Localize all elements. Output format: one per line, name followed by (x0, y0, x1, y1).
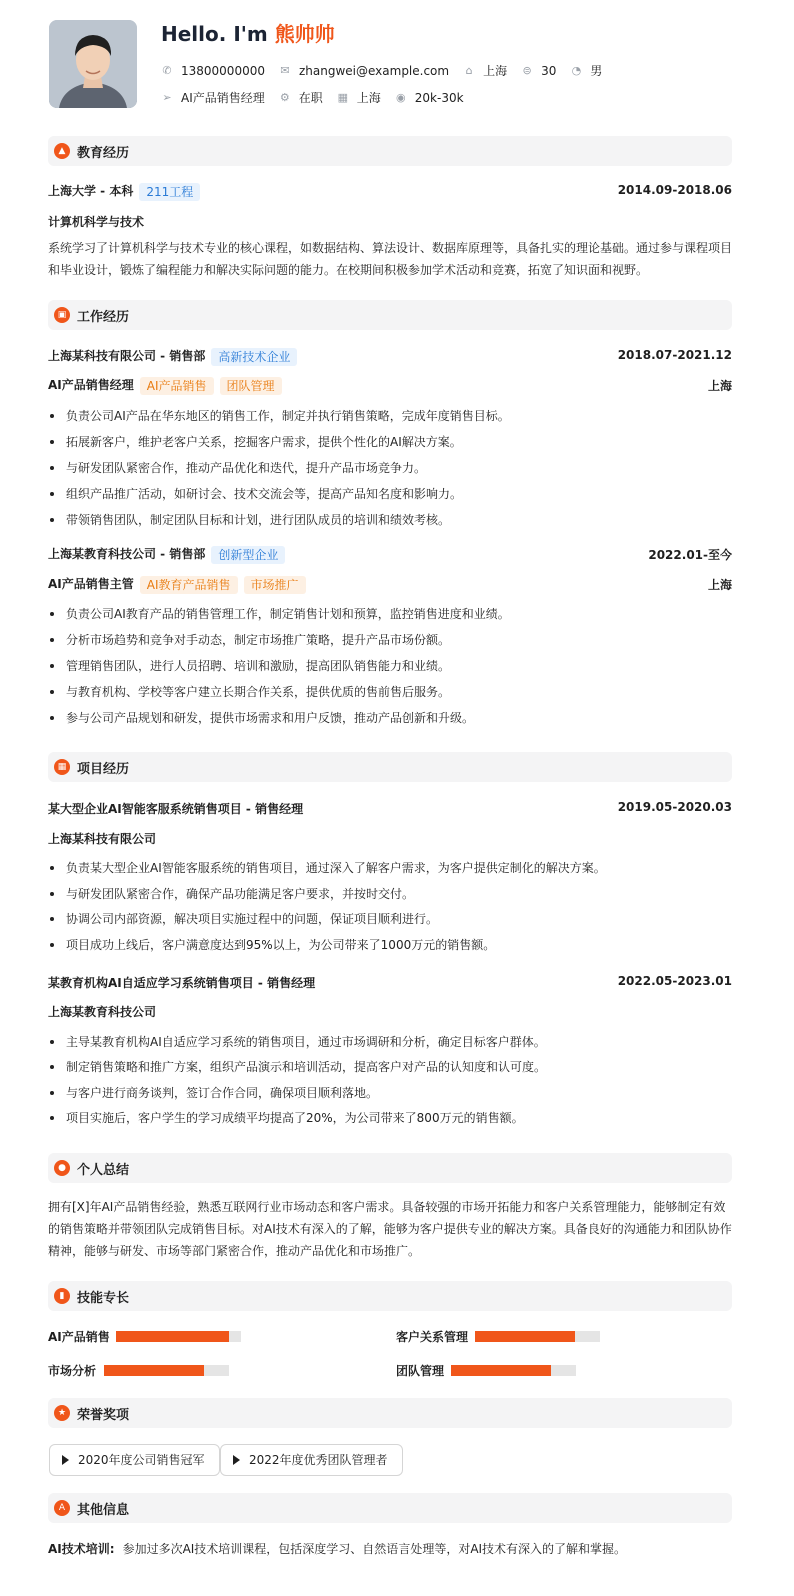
contact-row (161, 62, 616, 79)
company: 上海某科技有限公司 - 销售部 (48, 349, 206, 363)
summary-text: 拥有[X]年AI产品销售经验，熟悉互联网行业市场动态和客户需求。具备较强的市场开拓能力和客户关系管理能力，能够制定有效的销售策略并带领团队完成销售目标。对AI技术有深入的了解，能够为客户提供专业的解决方案。具备良好的沟通能力和团队协作精神，能够与研发、市场等部门紧密合作，推动产品优化和市场推广。 (48, 1200, 732, 1258)
skill-bar-fill (475, 1331, 575, 1342)
grid-icon: ▦ (54, 759, 70, 775)
work-date: 2018.07-2021.12 (617, 348, 732, 362)
bar-chart-icon: ▮ (54, 1288, 70, 1304)
list-item: 主导某教育机构AI自适应学习系统的销售项目，通过市场调研和分析，确定目标客户群体。 (48, 1033, 546, 1050)
target-city: 上海 (356, 91, 381, 105)
phone-icon: ✆ (162, 63, 172, 77)
section-education (48, 136, 732, 166)
home-icon: ⌂ (465, 63, 473, 77)
job-row (161, 89, 478, 106)
other-info-line (48, 1540, 626, 1557)
age-icon: ⊜ (522, 63, 532, 77)
avatar (49, 20, 137, 108)
greeting (161, 18, 335, 47)
salary-icon: ◉ (395, 90, 406, 104)
skill-bar-fill (116, 1331, 229, 1342)
list-item: 分析市场趋势和竞争对手动态，制定市场推广策略，提升产品市场份额。 (48, 631, 450, 648)
role-tag: 团队管理 (220, 377, 282, 395)
project-title: 某教育机构AI自适应学习系统销售项目 - 销售经理 (48, 976, 316, 990)
gender: 男 (590, 64, 603, 78)
mail-icon: ✉ (280, 63, 290, 77)
list-item: 负责公司AI教育产品的销售管理工作，制定销售计划和预算，监控销售进度和业绩。 (48, 605, 510, 622)
section-title: 项目经历 (77, 762, 130, 777)
work-role-line (48, 376, 282, 395)
graduation-cap-icon: ▲ (54, 143, 70, 159)
gear-icon: ⚙ (279, 90, 290, 104)
play-triangle-icon (62, 1455, 69, 1465)
salary: 20k-30k (414, 90, 464, 105)
skill-bar-fill (451, 1365, 551, 1376)
section-title: 个人总结 (77, 1163, 130, 1178)
candidate-name: 熊帅帅 (274, 22, 335, 46)
skill-label: 客户关系管理 (396, 1330, 469, 1344)
list-item: 与研发团队紧密合作，推动产品优化和迭代，提升产品市场竞争力。 (48, 459, 426, 476)
list-item: 与客户进行商务谈判，签订合作合同，确保项目顺利落地。 (48, 1084, 378, 1101)
project-date: 2022.05-2023.01 (617, 974, 732, 988)
list-item: 负责某大型企业AI智能客服系统的销售项目，通过深入了解客户需求，为客户提供定制化的解决方案。 (48, 859, 606, 876)
other-label: AI技术培训: (48, 1542, 115, 1556)
list-item: 项目成功上线后，客户满意度达到95%以上，为公司带来了1000万元的销售额。 (48, 936, 495, 953)
greeting-text: Hello. I'm (161, 22, 268, 46)
section-title: 荣誉奖项 (77, 1408, 130, 1423)
skill-bar (104, 1365, 229, 1376)
other-text: 参加过多次AI技术培训课程，包括深度学习、自然语言处理等，对AI技术有深入的了解和掌握。 (122, 1542, 627, 1556)
list-item: 与研发团队紧密合作，确保产品功能满足客户要求，并按时交付。 (48, 885, 414, 902)
section-title: 工作经历 (77, 310, 130, 325)
work-location: 上海 (707, 379, 732, 393)
section-skills (48, 1281, 732, 1311)
education-description: 系统学习了计算机科学与技术专业的核心课程，如数据结构、算法设计、数据库原理等，具备扎实的理论基础。通过参与课程项目和毕业设计，锻炼了编程能力和解决实际问题的能力。在校期间积极参加学术活动和竞赛，拓宽了知识面和视野。 (48, 241, 733, 277)
section-other (48, 1493, 732, 1523)
skill-label: AI产品销售 (48, 1330, 110, 1344)
section-title: 其他信息 (77, 1503, 130, 1518)
role: AI产品销售主管 (48, 577, 134, 591)
honor-label: 2020年度公司销售冠军 (78, 1453, 205, 1467)
list-item: 管理销售团队，进行人员招聘、培训和激励，提高团队销售能力和业绩。 (48, 657, 450, 674)
list-item: 带领销售团队，制定团队目标和计划，进行团队成员的培训和绩效考核。 (48, 511, 450, 528)
phone: 13800000000 (181, 63, 265, 78)
skill-bar (451, 1365, 576, 1376)
section-summary (48, 1153, 732, 1183)
section-title: 技能专长 (77, 1291, 130, 1306)
skill-bar-fill (104, 1365, 204, 1376)
skill-label: 市场分析 (48, 1364, 97, 1378)
age: 30 (541, 63, 557, 78)
project-title: 某大型企业AI智能客服系统销售项目 - 销售经理 (48, 802, 304, 816)
honor-item[interactable] (49, 1444, 220, 1476)
school-tag: 211工程 (139, 183, 200, 201)
list-item: 制定销售策略和推广方案，组织产品演示和培训活动，提高客户对产品的认知度和认可度。 (48, 1058, 546, 1075)
work-company-line (48, 347, 297, 366)
project-company: 上海某教育科技公司 (48, 1005, 157, 1019)
job-status: 在职 (298, 91, 323, 105)
education-major: 计算机科学与技术 (48, 215, 145, 229)
role-tag: AI产品销售 (140, 377, 214, 395)
list-item: 与教育机构、学校等客户建立长期合作关系，提供优质的售前售后服务。 (48, 683, 450, 700)
section-honors (48, 1398, 732, 1428)
list-item: 项目实施后，客户学生的学习成绩平均提高了20%，为公司带来了800万元的销售额。 (48, 1109, 524, 1126)
section-project (48, 752, 732, 782)
project-company: 上海某科技有限公司 (48, 832, 157, 846)
school: 上海大学 - 本科 (48, 184, 134, 198)
list-item: 协调公司内部资源，解决项目实施过程中的问题，保证项目顺利进行。 (48, 910, 438, 927)
person-icon: ● (54, 1160, 70, 1176)
city: 上海 (483, 64, 508, 78)
award-icon: ★ (54, 1405, 70, 1421)
work-company-line (48, 545, 285, 564)
honor-item[interactable] (220, 1444, 403, 1476)
building-icon: ▦ (337, 90, 348, 104)
briefcase-icon: ▣ (54, 307, 70, 323)
education-school-line (48, 182, 200, 201)
send-icon: ➢ (162, 90, 172, 104)
job-title: AI产品销售经理 (181, 91, 265, 105)
role-tag: 市场推广 (244, 576, 306, 594)
honor-label: 2022年度优秀团队管理者 (249, 1453, 388, 1467)
play-triangle-icon (233, 1455, 240, 1465)
work-location: 上海 (707, 578, 732, 592)
skill-label: 团队管理 (396, 1364, 445, 1378)
company: 上海某教育科技公司 - 销售部 (48, 547, 206, 561)
work-date: 2022.01-至今 (648, 548, 732, 562)
section-title: 教育经历 (77, 146, 130, 161)
role: AI产品销售经理 (48, 378, 134, 392)
list-item: 负责公司AI产品在华东地区的销售工作，制定并执行销售策略，完成年度销售目标。 (48, 407, 510, 424)
list-item: 拓展新客户，维护老客户关系，挖掘客户需求，提供个性化的AI解决方案。 (48, 433, 462, 450)
list-item: 参与公司产品规划和研发，提供市场需求和用户反馈，推动产品创新和升级。 (48, 709, 474, 726)
section-work (48, 300, 732, 330)
list-item: 组织产品推广活动，如研讨会、技术交流会等，提高产品知名度和影响力。 (48, 485, 462, 502)
role-tag: AI教育产品销售 (140, 576, 238, 594)
company-tag: 创新型企业 (211, 546, 285, 564)
work-role-line (48, 575, 306, 594)
company-tag: 高新技术企业 (211, 348, 297, 366)
project-date: 2019.05-2020.03 (617, 800, 732, 814)
gender-icon: ◔ (571, 63, 582, 77)
skill-bar (475, 1331, 600, 1342)
email: zhangwei@example.com (298, 63, 450, 78)
info-icon: A (54, 1500, 70, 1516)
skill-bar (116, 1331, 241, 1342)
education-date: 2014.09-2018.06 (617, 183, 732, 197)
